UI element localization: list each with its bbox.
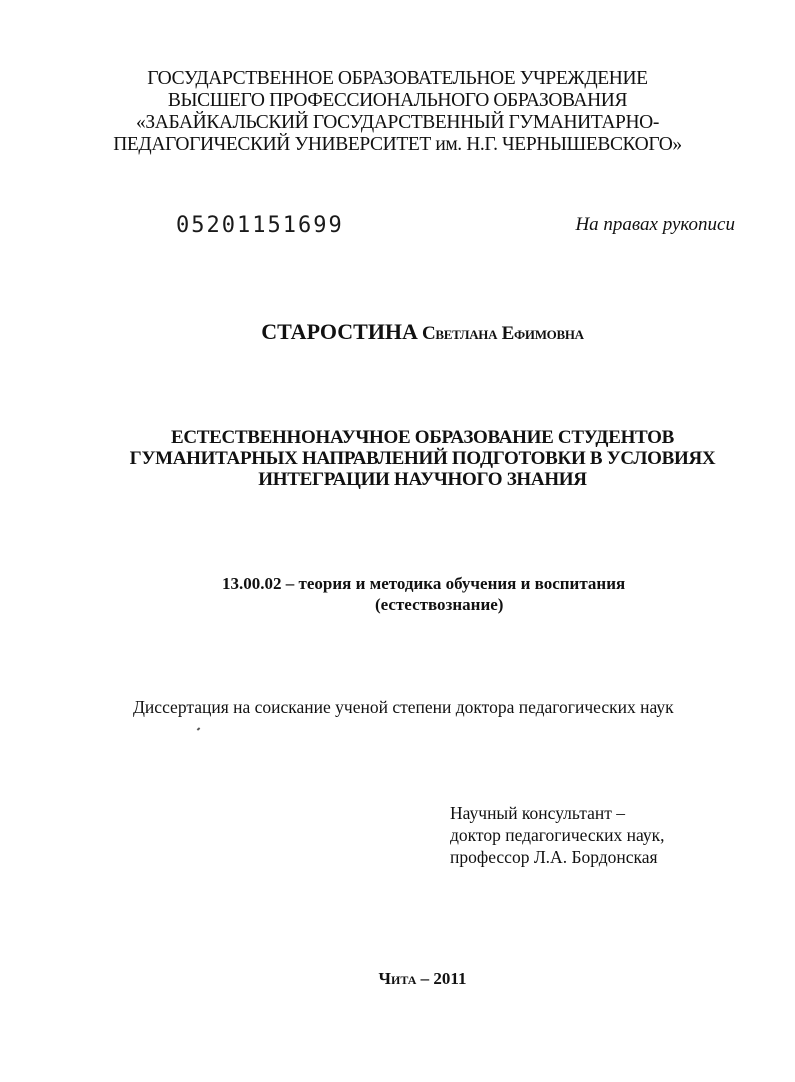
title-line-1: ЕСТЕСТВЕННОНАУЧНОЕ ОБРАЗОВАНИЕ СТУДЕНТОВ <box>170 427 675 448</box>
dissertation-title <box>0 427 795 490</box>
consultant-line-1: Научный консультант – <box>450 803 625 823</box>
title-line-3: ИНТЕГРАЦИИ НАУЧНОГО ЗНАНИЯ <box>258 469 587 490</box>
title-line-2: ГУМАНИТАРНЫХ НАПРАВЛЕНИЙ ПОДГОТОВКИ В УСЛОВИЯХ <box>129 448 716 469</box>
author-name <box>0 319 795 345</box>
author-given-names: Светлана Ефимовна <box>421 323 584 344</box>
consultant-line-2: доктор педагогических наук, <box>450 825 665 845</box>
institution-line-2: ВЫСШЕГО ПРОФЕССИОНАЛЬНОГО ОБРАЗОВАНИЯ <box>167 90 628 111</box>
consultant-line-3: профессор Л.А. Бордонская <box>450 847 658 867</box>
specialty-subject: (естествознание) <box>375 595 504 614</box>
institution-line-4: ПЕДАГОГИЧЕСКИЙ УНИВЕРСИТЕТ им. Н.Г. ЧЕРНЫШЕВСКОГО» <box>113 134 682 155</box>
institution-line-3: «ЗАБАЙКАЛЬСКИЙ ГОСУДАРСТВЕННЫЙ ГУМАНИТАРНО- <box>136 112 659 133</box>
city-year: Чита – 2011 <box>378 969 467 988</box>
manuscript-number: 05201151699 <box>176 213 344 238</box>
author-surname: СТАРОСТИНА <box>261 319 418 344</box>
scan-speck <box>197 727 201 730</box>
specialty-code: 13.00.02 – теория и методика обучения и воспитания <box>222 574 626 593</box>
institution-line-1: ГОСУДАРСТВЕННОЕ ОБРАЗОВАТЕЛЬНОЕ УЧРЕЖДЕНИЕ <box>147 68 648 89</box>
institution-header <box>0 68 795 156</box>
degree-statement: Диссертация на соискание ученой степени доктора педагогических наук <box>133 697 674 717</box>
scientific-consultant <box>450 802 664 868</box>
rights-note: На правах рукописи <box>575 214 735 235</box>
